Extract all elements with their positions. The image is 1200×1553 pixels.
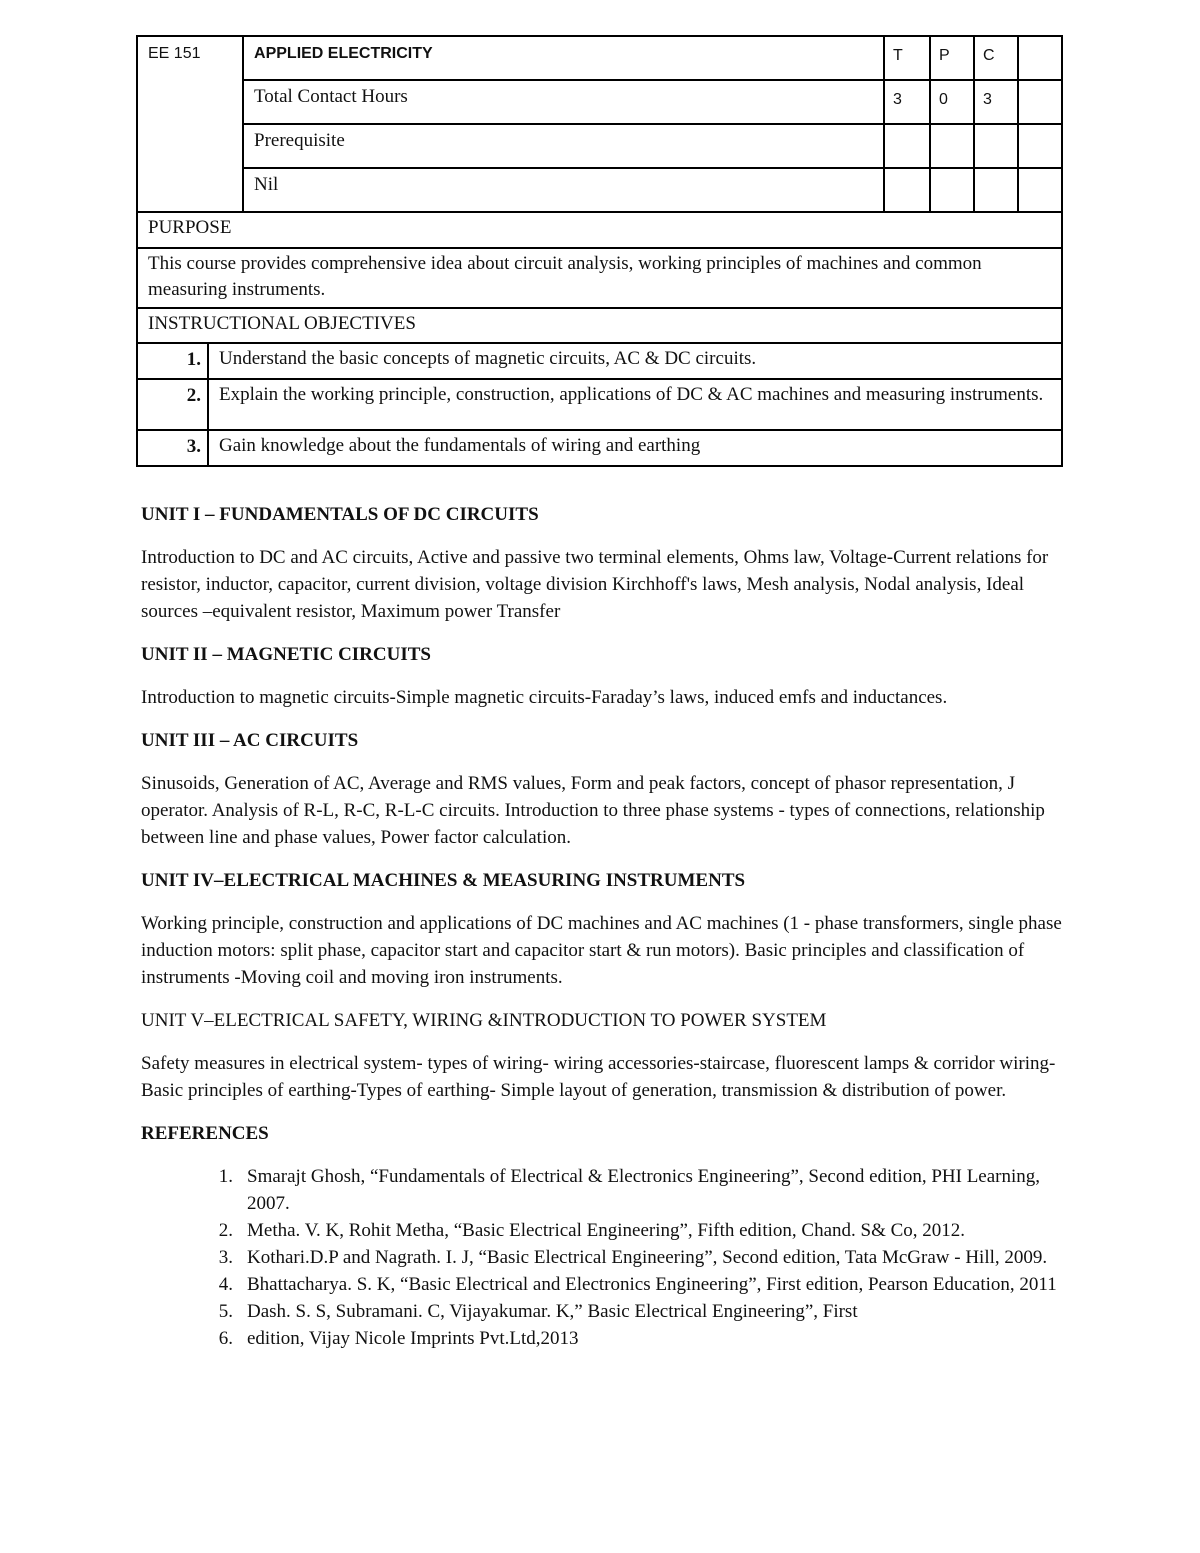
reference-text: Metha. V. K, Rohit Metha, “Basic Electrical Engineering”, Fifth edition, Chand. S& Co, 2012. <box>247 1220 966 1241</box>
reference-number: 3. <box>218 1247 233 1268</box>
unit-heading: UNIT III – AC CIRCUITS <box>141 730 359 751</box>
reference-item <box>141 1163 1066 1217</box>
unit-description: Safety measures in electrical system- types of wiring- wiring accessories-staircase, fluorescent lamps & corridor wiring- Basic principles of earthing-Types of earthing- Simple layout of generation, transmission & distribution of power. <box>141 1053 1056 1101</box>
reference-number: 2. <box>218 1220 233 1241</box>
contact-hours-t: 3 <box>884 80 930 124</box>
objective-text: Understand the basic concepts of magnetic circuits, AC & DC circuits. <box>208 343 1062 379</box>
purpose-text: This course provides comprehensive idea about circuit analysis, working principles of machines and common measuring instruments. <box>137 248 1062 308</box>
reference-number: 5. <box>218 1301 233 1322</box>
objective-number: 3. <box>137 430 208 466</box>
empty-cell <box>1018 124 1062 168</box>
header-p: P <box>930 36 974 80</box>
reference-number: 4. <box>218 1274 233 1295</box>
empty-cell <box>930 124 974 168</box>
contact-hours-label: Total Contact Hours <box>243 80 884 124</box>
references-list <box>141 1163 1066 1352</box>
reference-item <box>141 1298 1066 1325</box>
reference-text: Smarajt Ghosh, “Fundamentals of Electrical & Electronics Engineering”, Second edition, PHI Learning, 2007. <box>247 1166 1041 1214</box>
empty-cell <box>974 124 1018 168</box>
header-c: C <box>974 36 1018 80</box>
unit-heading: UNIT II – MAGNETIC CIRCUITS <box>141 644 431 665</box>
objective-text: Explain the working principle, construction, applications of DC & AC machines and measuring instruments. <box>208 379 1062 430</box>
prerequisite-value: Nil <box>243 168 884 212</box>
prerequisite-label: Prerequisite <box>243 124 884 168</box>
objective-number: 2. <box>137 379 208 430</box>
reference-item <box>141 1217 1066 1244</box>
empty-cell <box>1018 168 1062 212</box>
unit-heading: UNIT I – FUNDAMENTALS OF DC CIRCUITS <box>141 504 539 525</box>
empty-cell <box>930 168 974 212</box>
reference-text: Kothari.D.P and Nagrath. I. J, “Basic Electrical Engineering”, Second edition, Tata McGraw - Hill, 2009. <box>247 1247 1048 1268</box>
unit-heading: UNIT IV–ELECTRICAL MACHINES & MEASURING INSTRUMENTS <box>141 870 746 891</box>
empty-cell <box>974 168 1018 212</box>
reference-item <box>141 1271 1066 1298</box>
empty-cell <box>884 124 930 168</box>
purpose-heading: PURPOSE <box>137 212 1062 248</box>
unit-description: Working principle, construction and applications of DC machines and AC machines (1 - phase transformers, single phase induction motors: split phase, capacitor start and capacitor start & run motors). Basic principles and classification of instruments -Moving coil and moving iron instruments. <box>141 913 1062 988</box>
header-t: T <box>884 36 930 80</box>
contact-hours-p: 0 <box>930 80 974 124</box>
reference-number: 1. <box>218 1166 233 1187</box>
reference-item <box>141 1325 1066 1352</box>
unit-description: Introduction to DC and AC circuits, Active and passive two terminal elements, Ohms law, Voltage-Current relations for resistor, inductor, capacitor, current division, voltage division Kirchhoff's laws, Mesh analysis, Nodal analysis, Ideal sources –equivalent resistor, Maximum power Transfer <box>141 547 1049 622</box>
references-heading: REFERENCES <box>141 1123 269 1144</box>
course-title: APPLIED ELECTRICITY <box>243 36 884 80</box>
unit-heading: UNIT V–ELECTRICAL SAFETY, WIRING &INTRODUCTION TO POWER SYSTEM <box>141 1010 827 1031</box>
objectives-heading: INSTRUCTIONAL OBJECTIVES <box>137 308 1062 343</box>
unit-description: Sinusoids, Generation of AC, Average and RMS values, Form and peak factors, concept of phasor representation, J operator. Analysis of R-L, R-C, R-L-C circuits. Introduction to three phase systems - types of connections, relationship between line and phase values, Power factor calculation. <box>141 773 1045 848</box>
reference-item <box>141 1244 1066 1271</box>
unit-description: Introduction to magnetic circuits-Simple magnetic circuits-Faraday’s laws, induced emfs and inductances. <box>141 687 948 708</box>
objective-text: Gain knowledge about the fundamentals of wiring and earthing <box>208 430 1062 466</box>
course-code: EE 151 <box>137 36 243 212</box>
reference-number: 6. <box>218 1328 233 1349</box>
syllabus-content <box>141 501 1066 1352</box>
reference-text: edition, Vijay Nicole Imprints Pvt.Ltd,2013 <box>247 1328 579 1349</box>
objective-number: 1. <box>137 343 208 379</box>
course-table <box>136 35 1063 467</box>
empty-cell <box>1018 36 1062 80</box>
reference-text: Bhattacharya. S. K, “Basic Electrical and Electronics Engineering”, First edition, Pearson Education, 2011 <box>247 1274 1057 1295</box>
contact-hours-c: 3 <box>974 80 1018 124</box>
empty-cell <box>884 168 930 212</box>
reference-text: Dash. S. S, Subramani. C, Vijayakumar. K,” Basic Electrical Engineering”, First <box>247 1301 858 1322</box>
empty-cell <box>1018 80 1062 124</box>
